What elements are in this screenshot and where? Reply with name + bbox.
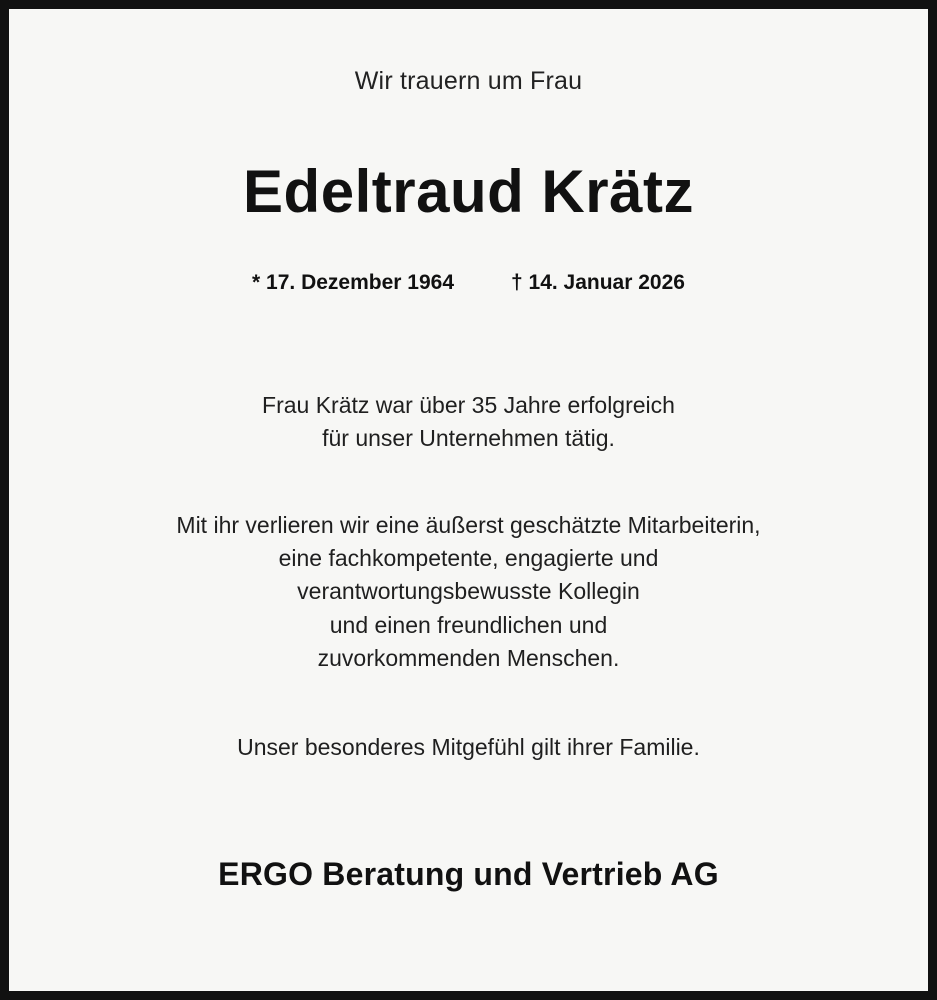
tribute-paragraph-3	[65, 675, 872, 764]
death-date: † 14. Januar 2026	[511, 271, 685, 294]
tribute-line: für unser Unternehmen tätig.	[322, 425, 615, 452]
obituary-notice-content	[9, 9, 928, 991]
tribute-line: eine fachkompetente, engagierte und	[278, 545, 659, 572]
tribute-paragraph-2	[65, 455, 872, 675]
tribute-line: Mit ihr verlieren wir eine äußerst geschätzte Mitarbeiterin,	[176, 512, 761, 539]
tribute-paragraph-1	[65, 295, 872, 455]
birth-date: * 17. Dezember 1964	[252, 271, 454, 294]
tribute-line: zuvorkommenden Menschen.	[317, 644, 620, 671]
life-dates	[65, 223, 872, 295]
tribute-line: Frau Krätz war über 35 Jahre erfolgreich	[262, 392, 675, 418]
deceased-name: Edeltraud Krätz	[243, 158, 694, 225]
tribute-line: Unser besonderes Mitgefühl gilt ihrer Familie.	[237, 733, 700, 760]
company-name: ERGO Beratung und Vertrieb AG	[218, 855, 719, 892]
tribute-line: und einen freundlichen und	[329, 611, 608, 638]
mourning-lede: Wir trauern um Frau	[354, 67, 583, 95]
tribute-line: verantwortungsbewusste Kollegin	[297, 578, 640, 605]
